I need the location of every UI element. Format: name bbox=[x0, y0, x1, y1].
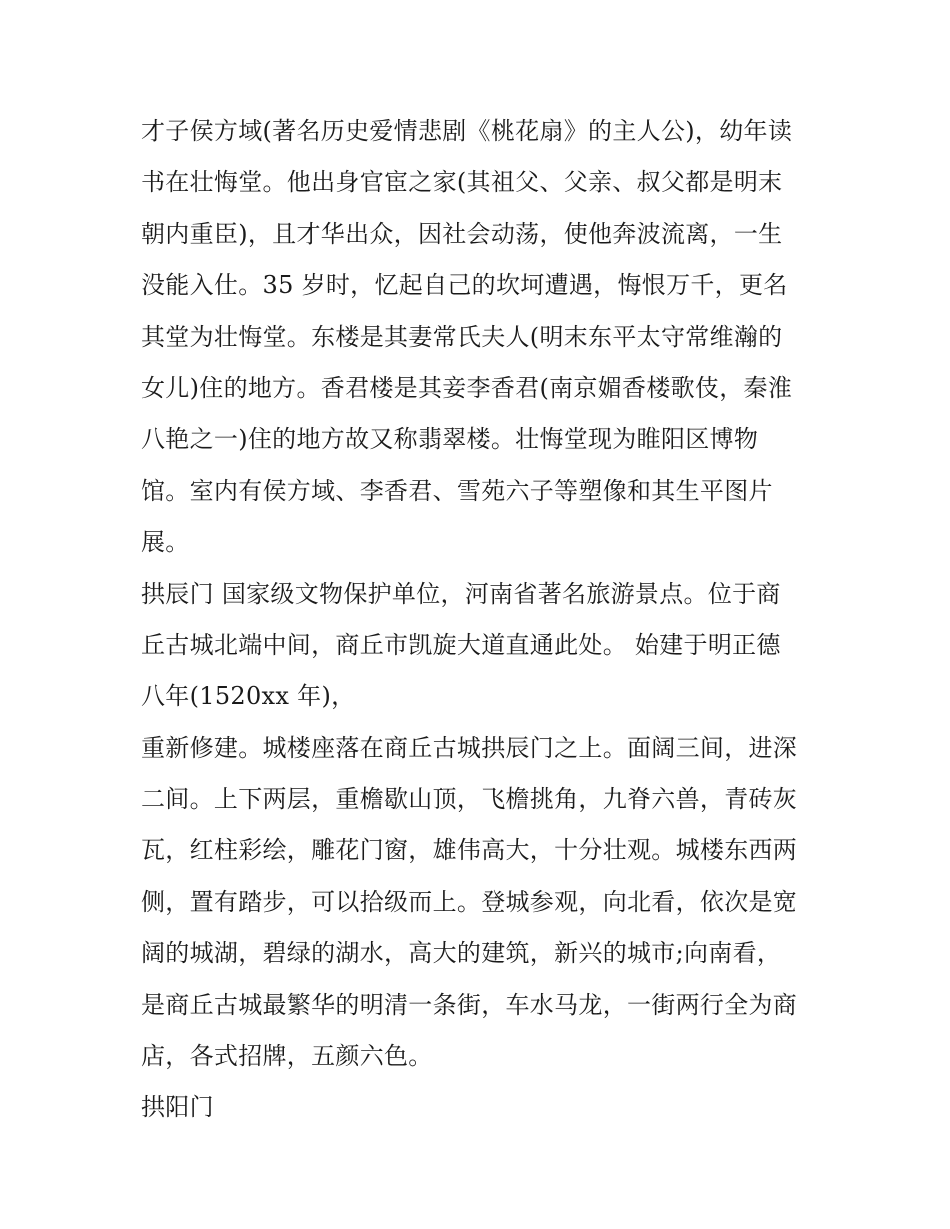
text-line: 瓦，红柱彩绘，雕花门窗，雄伟高大，十分壮观。城楼东西两 bbox=[141, 836, 798, 865]
text-line: 八年(1520xx 年)， bbox=[141, 682, 356, 711]
text-line: 没能入仕。35 岁时，忆起自己的坎坷遭遇，悔恨万千，更名 bbox=[141, 271, 788, 300]
text-line: 侧，置有踏步，可以拾级而上。登城参观，向北看，依次是宽 bbox=[141, 887, 798, 916]
text-line: 朝内重臣)，且才华出众，因社会动荡，使他奔波流离，一生 bbox=[141, 219, 783, 248]
body-text bbox=[141, 106, 821, 1134]
section-heading: 拱阳门 bbox=[141, 1093, 214, 1122]
text-line: 店，各式招牌，五颜六色。 bbox=[141, 1042, 433, 1071]
text-line: 二间。上下两层，重檐歇山顶，飞檐挑角，九脊六兽，青砖灰 bbox=[141, 785, 798, 814]
text-line: 其堂为壮悔堂。东楼是其妻常氏夫人(明末东平太守常维瀚的 bbox=[141, 322, 783, 351]
text-line: 重新修建。城楼座落在商丘古城拱辰门之上。面阔三间，进深 bbox=[141, 733, 798, 762]
text-line: 阔的城湖，碧绿的湖水，高大的建筑，新兴的城市;向南看， bbox=[141, 939, 782, 968]
text-line: 书在壮悔堂。他出身官宦之家(其祖父、父亲、叔父都是明末 bbox=[141, 168, 783, 197]
text-line: 八艳之一)住的地方故又称翡翠楼。壮悔堂现为睢阳区博物 bbox=[141, 425, 759, 454]
text-line: 是商丘古城最繁华的明清一条街，车水马龙，一街两行全为商 bbox=[141, 990, 798, 1019]
text-line: 馆。室内有侯方域、李香君、雪苑六子等塑像和其生平图片 bbox=[141, 476, 773, 505]
text-line: 丘古城北端中间，商丘市凯旋大道直通此处。 始建于明正德 bbox=[141, 630, 781, 659]
text-line: 才子侯方域(著名历史爱情悲剧《桃花扇》的主人公)，幼年读 bbox=[141, 117, 793, 145]
text-line: 女儿)住的地方。香君楼是其妾李香君(南京媚香楼歌伎，秦淮 bbox=[141, 373, 793, 402]
text-line: 展。 bbox=[141, 528, 190, 557]
text-line: 拱辰门 国家级文物保护单位，河南省著名旅游景点。位于商 bbox=[141, 579, 781, 608]
